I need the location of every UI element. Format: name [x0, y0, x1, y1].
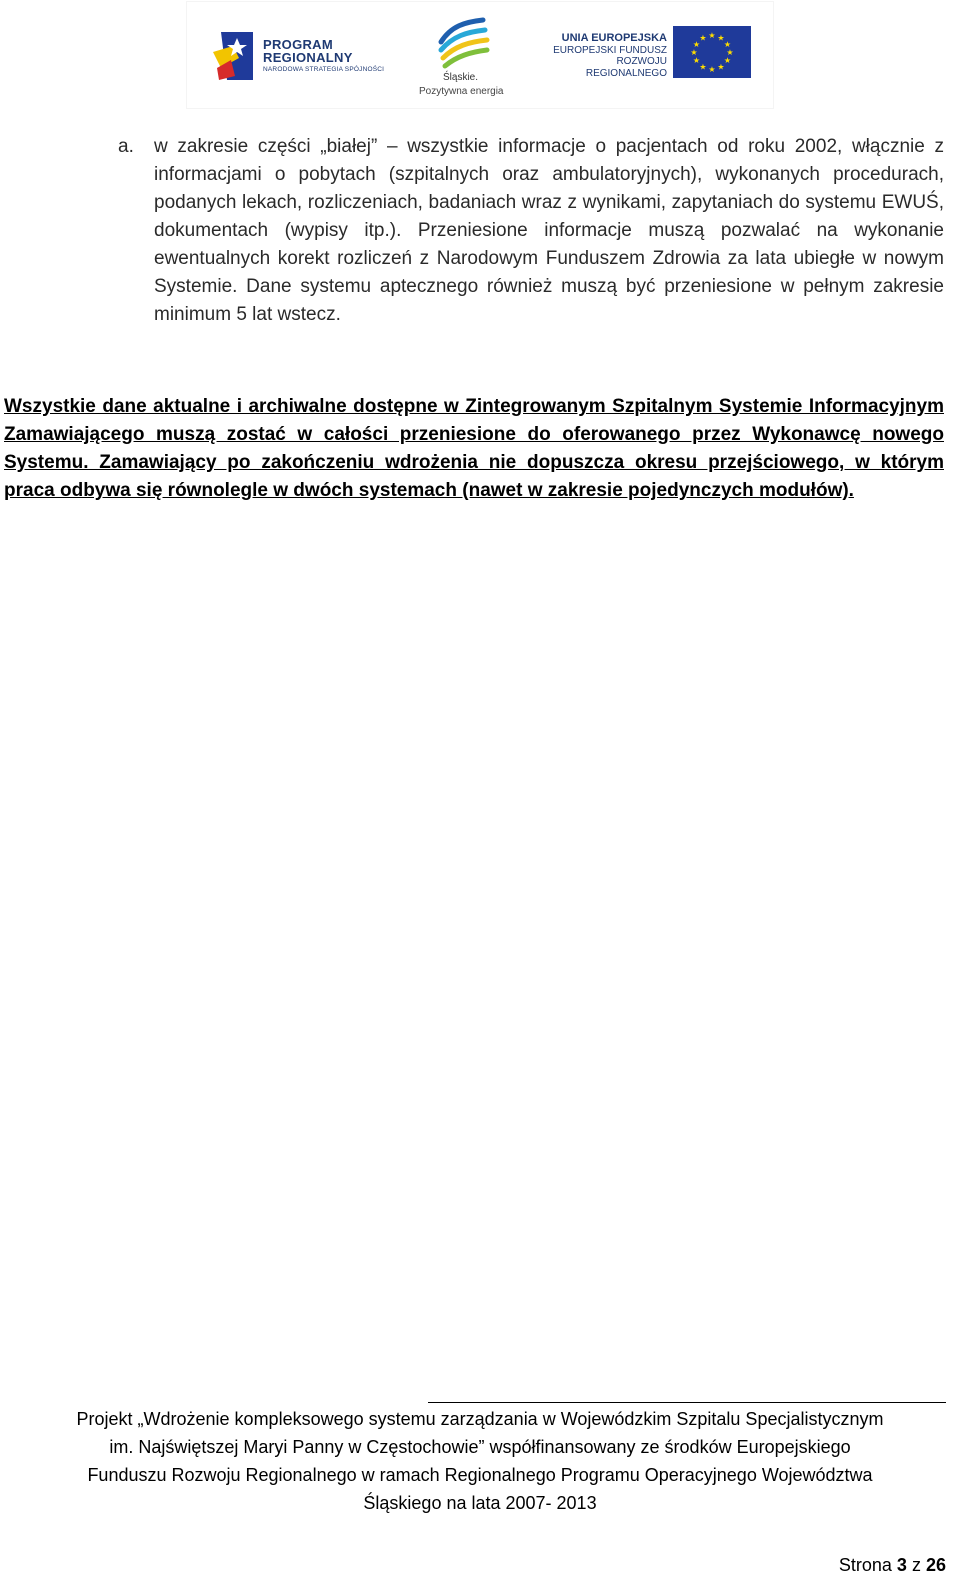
program-regionalny-line1: PROGRAM: [263, 37, 333, 52]
footer-line-1: Projekt „Wdrożenie kompleksowego systemu zarządzania w Wojewódzkim Szpitalu Specjalistycznym: [76, 1409, 884, 1429]
program-regionalny-line3: NARODOWA STRATEGIA SPÓJNOŚCI: [263, 66, 385, 73]
slaskie-logo: [417, 16, 527, 102]
page-current: 3: [896, 1555, 907, 1575]
svg-text:★: ★: [692, 40, 701, 49]
program-regionalny-icon: [213, 28, 257, 84]
footer-line-2: im. Najświętszej Maryi Panny w Częstochowie” współfinansowany ze środków Europejskiego: [109, 1437, 851, 1457]
migration-requirement-paragraph: Wszystkie dane aktualne i archiwalne dostępne w Zintegrowanym Szpitalnym Systemie Informacyjnym Zamawiającego muszą zostać w całości przeniesione do oferowanego przez Wykonawcę nowego Systemu. Zamawiający po zakończeniu wdrożenia nie dopuszcza okresu przejściowego, w którym praca odbywa się równolegle w dwóch systemach (nawet w zakresie pojedynczych modułów).: [4, 396, 944, 501]
footer-line-3: Funduszu Rozwoju Regionalnego w ramach Regionalnego Programu Operacyjnego Województwa: [87, 1465, 873, 1485]
page-label: Strona: [838, 1555, 892, 1575]
svg-text:★: ★: [726, 48, 734, 57]
list-marker: a.: [118, 136, 134, 157]
slaskie-slogan: Pozytywna energia: [419, 86, 504, 97]
program-regionalny-line2: REGIONALNY: [263, 50, 353, 65]
svg-text:★: ★: [699, 33, 707, 43]
svg-text:★: ★: [723, 56, 732, 65]
svg-text:★: ★: [690, 48, 698, 57]
svg-text:★: ★: [717, 33, 725, 43]
program-regionalny-logo: [213, 28, 403, 86]
slaskie-waves-icon: [435, 16, 491, 70]
slaskie-name: Śląskie.: [443, 72, 479, 83]
list-item-text: w zakresie części „białej” – wszystkie informacje o pacjentach od roku 2002, włącznie z informacjami o pobytach (szpitalnych oraz ambulatoryjnych), wykonanych procedurach, podanych lekach, rozliczeniach, badaniach wraz z wynikami, zapytaniach do systemu EWUŚ, dokumentach (wypisy itp.). Przeniesione informacje muszą pozwalać na wykonanie ewentualnych korekt rozliczeń z Narodowym Funduszem Zdrowia za lata ubiegłe w nowym Systemie. Dane systemu aptecznego również muszą być przeniesione w pełnym zakresie minimum 5 lat wstecz.: [154, 136, 944, 325]
footer-project-info: [0, 1405, 960, 1517]
list-item-a: [118, 133, 944, 329]
svg-text:★: ★: [699, 62, 707, 72]
page-total: 26: [925, 1555, 946, 1575]
svg-text:★: ★: [717, 62, 725, 72]
svg-text:★: ★: [708, 31, 716, 40]
footer-divider: [428, 1402, 946, 1403]
unia-europejska-logo: [533, 26, 765, 84]
page-separator: z: [911, 1555, 921, 1575]
footer-line-4: Śląskiego na lata 2007- 2013: [363, 1493, 597, 1513]
ue-line3: ROZWOJU REGIONALNEGO: [585, 56, 667, 79]
ue-line2: EUROPEJSKI FUNDUSZ: [553, 44, 667, 56]
page-number: [839, 1553, 946, 1577]
ue-line1: UNIA EUROPEJSKA: [561, 32, 667, 44]
svg-text:★: ★: [692, 56, 701, 65]
svg-text:★: ★: [723, 40, 732, 49]
eu-flag-icon: [673, 26, 751, 78]
svg-text:★: ★: [708, 65, 716, 74]
header-logos: [187, 2, 773, 108]
